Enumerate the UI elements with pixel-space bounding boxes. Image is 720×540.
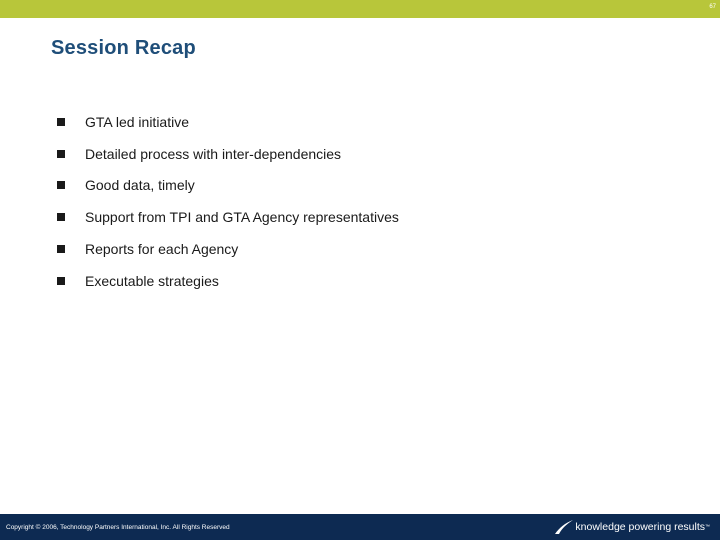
square-bullet-icon <box>57 213 65 221</box>
bullet-item <box>57 170 399 202</box>
bullet-item <box>57 138 399 170</box>
bullet-item <box>57 265 399 297</box>
slide-number: 67 <box>709 4 716 10</box>
square-bullet-icon <box>57 118 65 126</box>
bullet-item <box>57 106 399 138</box>
bullet-text: Detailed process with inter-dependencies <box>85 145 342 162</box>
bullet-text: Executable strategies <box>85 272 219 289</box>
trademark-mark: ™ <box>705 524 710 530</box>
square-bullet-icon <box>57 150 65 158</box>
tagline-text: knowledge powering results <box>575 521 705 533</box>
bullet-text: Reports for each Agency <box>85 241 239 258</box>
swoosh-logo-icon <box>553 518 575 536</box>
square-bullet-icon <box>57 277 65 285</box>
square-bullet-icon <box>57 245 65 253</box>
bullet-item <box>57 201 399 233</box>
bullet-text: GTA led initiative <box>85 113 190 130</box>
bullet-list <box>57 106 399 297</box>
bullet-item <box>57 233 399 265</box>
copyright-text: Copyright © 2006, Technology Partners International, Inc. All Rights Reserved <box>6 524 230 531</box>
company-logo <box>553 518 710 536</box>
slide-title: Session Recap <box>51 37 196 59</box>
square-bullet-icon <box>57 181 65 189</box>
footer-bar <box>0 514 720 540</box>
top-accent-bar <box>0 0 720 18</box>
bullet-text: Good data, timely <box>85 177 195 194</box>
bullet-text: Support from TPI and GTA Agency representatives <box>85 209 399 226</box>
